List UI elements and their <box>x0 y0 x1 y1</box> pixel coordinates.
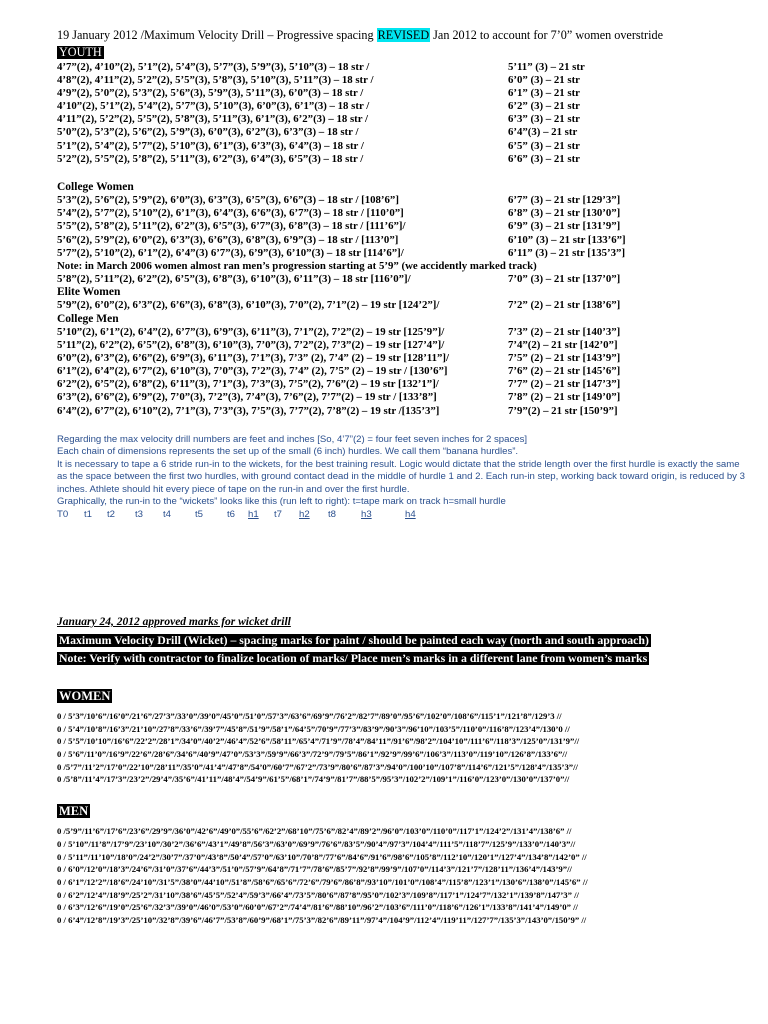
revised-highlight: REVISED <box>377 28 430 42</box>
row-left: 4’7”(2), 4’10”(2), 5’1”(2), 5’4”(3), 5’7”(3), 5’9”(3), 5’10”(3) – 18 str / <box>57 61 370 73</box>
table-row <box>57 207 747 220</box>
title-text-end: Jan 2012 to account for 7’0” women overstride <box>430 28 663 42</box>
college-women-table <box>57 194 747 259</box>
timeline-mark: h4 <box>405 508 416 520</box>
timeline-mark: T0 <box>57 508 69 520</box>
table-row <box>57 326 747 339</box>
timeline-mark: t2 <box>107 508 116 520</box>
approved-marks-section <box>57 615 757 927</box>
row-left: 4’11”(2), 5’2”(2), 5’5”(2), 5’8”(3), 5’11”(3), 6’1”(3), 6’2”(3) – 18 str / <box>57 113 369 126</box>
row-right: 6’11” (3) – 21 str [135’3”] <box>508 246 626 259</box>
row-right: 6’5” (3) – 21 str <box>508 139 580 152</box>
row-left: 5’8”(2), 5’11”(2), 6’2”(2), 6’5”(3), 6’8”(3), 6’10”(3), 6’11”(3) – 18 str [116’0”]/ <box>57 272 411 285</box>
timeline-mark: h3 <box>361 508 372 520</box>
timeline-mark: t1 <box>84 508 93 520</box>
table-row <box>57 87 747 100</box>
marks-row: 0 / 5’5”/10’10”/16’6”/22’2”/28’1”/34’0”/40’2”/46’4”/52’6”/58’11”/65’4”/71’9”/78’4”/84’11”/91’6”/98’2”/104’10”/111’6”/118’3”/125’0”/131’9”// <box>57 736 580 747</box>
row-right: 7’3” (2) – 21 str [140’3”] <box>508 326 621 338</box>
table-row <box>57 234 747 247</box>
table-row <box>57 339 747 352</box>
college-men-heading: College Men <box>57 312 119 325</box>
row-left: 6’0”(2), 6’3”(2), 6’6”(2), 6’9”(3), 6’11”(3), 7’1”(3), 7’3” (2), 7’4” (2) – 19 str [128’11”]/ <box>57 352 449 365</box>
marks-row: 0 / 6’4”/12’8”/19’3”/25’10”/32’8”/39’6”/46’7”/53’8”/60’9”/68’1”/75’3”/82’6”/89’11”/97’4”/104’9”/112’4”/119’11”/127’7”/135’3”/143’0”/150’9” // <box>57 914 587 925</box>
row-right: 6’0” (3) – 21 str <box>508 74 580 87</box>
approved-date: January 24, 2012 approved marks for wicket drill <box>57 616 291 628</box>
marks-row: 0 / 6’3”/12’6”/19’0”/25’6”/32’3”/39’0”/46’0”/53’0”/60’0”/67’2”/74’4”/81’6”/88’10”/96’2”/103’6”/111’0”/118’6”/126’1”/133’8”/141’4”/149’0” // <box>57 902 578 913</box>
marks-row: 0 /5’8”/11’4”/17’3”/23’2”/29’4”/35’6”/41’11”/48’4”/54’9”/61’5”/68’1”/74’9”/81’7”/88’5”/95’3”/102’2”/109’1”/116’0”/123’0”/130’0”/137’0”// <box>57 774 570 785</box>
row-left: 5’6”(2), 5’9”(2), 6’0”(2), 6’3”(3), 6’6”(3), 6’8”(3), 6’9”(3) – 18 str / [113’0”] <box>57 233 399 246</box>
timeline-mark: t3 <box>135 508 144 520</box>
youth-table <box>57 61 747 166</box>
row-left: 6’3”(2), 6’6”(2), 6’9”(2), 7’0”(3), 7’2”(3), 7’4”(3), 7’6”(2), 7’7”(2) – 19 str / [133’8”] <box>57 391 437 404</box>
spacing-document <box>57 28 747 522</box>
row-left: 5’10”(2), 6’1”(2), 6’4”(2), 6’7”(3), 6’9”(3), 6’11”(3), 7’1”(2), 7’2”(2) – 19 str [125’9”]/ <box>57 326 445 338</box>
elite-women-table <box>57 299 747 312</box>
row-left: 5’1”(2), 5’4”(2), 5’7”(2), 5’10”(3), 6’1”(3), 6’3”(3), 6’4”(3) – 18 str / <box>57 139 364 152</box>
row-right: 6’9” (3) – 21 str [131’9”] <box>508 220 621 233</box>
timeline-mark: t5 <box>195 508 204 520</box>
marks-row: 0 / 5’11”/11’10”/18’0”/24’2”/30’7”/37’0”/43’8”/50’4”/57’0”/63’10”/70’8”/77’6”/84’6”/91’6”/98’6”/105’8”/112’10”/120’1”/127’4”/134’8”/142’0” // <box>57 851 587 862</box>
timeline-mark: t8 <box>328 508 337 520</box>
marks-row: 0 / 5’10”/11’8”/17’9”/23’10”/30’2”/36’6”/43’1”/49’8”/56’3”/63’0”/69’9”/76’6”/83’5”/90’4”/97’3”/104’4”/111’5”/118’7”/125’9”/133’0”/140’3”// <box>57 838 576 849</box>
marks-row: 0 / 5’6”/11’0”/16’9”/22’6”/28’6”/34’6”/40’9”/47’0”/53’3”/59’9”/66’3”/72’9”/79’5”/86’1”/92’9”/99’6”/106’3”/113’0”/119’10”/126’8”/133’6”// <box>57 749 568 760</box>
row-right: 7’8” (2) – 21 str [149’0”] <box>508 391 621 404</box>
explanation-text <box>57 434 747 522</box>
row-right: 6’6” (3) – 21 str <box>508 152 580 165</box>
table-row <box>57 61 747 74</box>
table-row <box>57 391 747 404</box>
row-right: 6’1” (3) – 21 str <box>508 87 580 100</box>
timeline-mark: h1 <box>248 508 259 520</box>
table-row <box>57 153 747 166</box>
table-row <box>57 352 747 365</box>
marks-row: 0 / 5’3”/10’6”/16’0”/21’6”/27’3”/33’0”/39’0”/45’0”/51’0”/57’3”/63’6”/69’9”/76’2”/82’7”/89’0”/95’6”/102’0”/108’6”/115’1”/121’8”/129’3 // <box>57 711 562 721</box>
table-row <box>57 299 747 312</box>
row-right: 7’6” (2) – 21 str [145’6”] <box>508 365 621 378</box>
row-left: 5’5”(2), 5’8”(2), 5’11”(2), 6’2”(3), 6’5”(3), 6’7”(3), 6’8”(3) – 18 str / [111’6”]/ <box>57 220 406 233</box>
marks-row: 0 /5’7”/11’2”/17’0”/22’10”/28’11”/35’0”/41’4”/47’8”/54’0”/60’7”/67’2”/73’9”/80’6”/87’3”/94’0”/100’10”/107’8”/114’6”/121’5”/128’4”/135’3”// <box>57 761 578 772</box>
row-right: 7’9”(2) – 21 str [150’9”] <box>508 404 618 417</box>
row-left: 4’8”(2), 4’11”(2), 5’2”(2), 5’5”(3), 5’8”(3), 5’10”(3), 5’11”(3) – 18 str / <box>57 74 374 87</box>
marks-row: 0 / 6’0”/12’0”/18’3”/24’6”/31’0”/37’6”/44’3”/51’0”/57’9”/64’8”/71’7”/78’6”/85’7”/92’8”/99’9”/107’0”/114’3”/121’7”/128’11”/136’4”/143’9”// <box>57 864 572 875</box>
row-right: 6’7” (3) – 21 str [129’3”] <box>508 194 621 207</box>
row-right: 7’2” (2) – 21 str [138’6”] <box>508 299 621 312</box>
document-title <box>57 28 747 43</box>
timeline-mark: t6 <box>227 508 236 520</box>
row-left: 5’11”(2), 6’2”(2), 6’5”(2), 6’8”(3), 6’10”(3), 7’0”(3), 7’2”(2), 7’3”(2) – 19 str [127’4”]/ <box>57 339 445 352</box>
row-left: 5’9”(2), 6’0”(2), 6’3”(2), 6’6”(3), 6’8”(3), 6’10”(3), 7’0”(2), 7’1”(2) – 19 str [124’2”]/ <box>57 299 440 312</box>
run-in-timeline <box>57 509 747 522</box>
row-left: 5’4”(2), 5’7”(2), 5’10”(2), 6’1”(3), 6’4”(3), 6’6”(3), 6’7”(3) – 18 str / [110’0”] <box>57 207 404 220</box>
table-row <box>57 140 747 153</box>
paragraph: Regarding the max velocity drill numbers are feet and inches [So, 4’7”(2) = four feet seven inches for 2 spaces] <box>57 433 528 445</box>
row-left: 4’9”(2), 5’0”(2), 5’3”(2), 5’6”(3), 5’9”(3), 5’11”(3), 6’0”(3) – 18 str / <box>57 87 364 100</box>
table-row <box>57 378 747 391</box>
table-row <box>57 220 747 233</box>
row-right: 6’2” (3) – 21 str <box>508 100 580 113</box>
row-right: 6’8” (3) – 21 str [130’0”] <box>508 207 621 220</box>
paragraph: It is necessary to tape a 6 stride run-in to the wickets, for the best training result. Logic would dictate that the stride length over the first hurdle is exactly the same as the space between the first two hurdles, with ground contact dead in the middle of hurdle 1 and 2. Each run-in step, working back toward origin, is reduced by 3 inches. Athlete should hit every piece of tape on the run-in and over the first hurdle. <box>57 458 745 495</box>
table-row <box>57 194 747 207</box>
timeline-mark: t4 <box>163 508 172 520</box>
table-row <box>57 113 747 126</box>
youth-label: YOUTH <box>59 45 102 59</box>
row-left: 5’2”(2), 5’5”(2), 5’8”(2), 5’11”(3), 6’2”(3), 6’4”(3), 6’5”(3) – 18 str / <box>57 152 364 165</box>
men-marks <box>57 825 757 927</box>
paragraph: Each chain of dimensions represents the set up of the small (6 inch) hurdles. We call them “banana hurdles”. <box>57 446 519 458</box>
men-label: MEN <box>59 804 89 819</box>
college-women-heading: College Women <box>57 180 134 193</box>
row-right: 7’4”(2) – 21 str [142’0”] <box>508 339 618 352</box>
marks-row: 0 /5’9”/11’6”/17’6”/23’6”/29’9”/36’0”/42’6”/49’0”/55’6”/62’2”/68’10”/75’6”/82’4”/89’2”/96’0”/103’0”/110’0”/117’1”/124’2”/131’4”/138’6” // <box>57 826 572 837</box>
verify-note-bar: Note: Verify with contractor to finalize location of marks/ Place men’s marks in a different lane from women’s marks <box>59 651 648 665</box>
paragraph: Graphically, the run-in to the “wickets” looks like this (run left to right): t=tape mark on track h=small hurdle <box>57 496 506 508</box>
title-text: 19 January 2012 /Maximum Velocity Drill – Progressive spacing <box>57 28 377 42</box>
table-row <box>57 74 747 87</box>
women-label: WOMEN <box>59 689 111 703</box>
row-left: 4’10”(2), 5’1”(2), 5’4”(2), 5’7”(3), 5’10”(3), 6’0”(3), 6’1”(3) – 18 str / <box>57 100 370 113</box>
row-left: 6’2”(2), 6’5”(2), 6’8”(2), 6’11”(3), 7’1”(3), 7’3”(3), 7’5”(2), 7’6”(2) – 19 str [132’1”]/ <box>57 378 439 391</box>
elite-women-heading: Elite Women <box>57 285 121 298</box>
row-right: 6’10” (3) – 21 str [133’6”] <box>508 233 626 246</box>
row-right: 6’3” (3) – 21 str <box>508 113 580 126</box>
row-left: 5’7”(2), 5’10”(2), 6’1”(2), 6’4”(3) 6’7”(3), 6’9”(3), 6’10”(3) – 18 str [114’6”]/ <box>57 246 404 259</box>
table-row <box>57 247 747 260</box>
timeline-mark: t7 <box>274 508 283 520</box>
march-2006-note: Note: in March 2006 women almost ran men’s progression starting at 5’9” (we accidently marked track) <box>57 259 537 272</box>
row-right: 6’4”(3) – 21 str <box>508 126 578 139</box>
row-left: 5’0”(2), 5’3”(2), 5’6”(2), 5’9”(3), 6’0”(3), 6’2”(3), 6’3”(3) – 18 str / <box>57 126 359 139</box>
timeline-mark: h2 <box>299 508 310 520</box>
table-row <box>57 273 747 286</box>
table-row <box>57 405 747 418</box>
table-row <box>57 100 747 113</box>
college-women-extra <box>57 273 747 286</box>
row-left: 5’3”(2), 5’6”(2), 5’9”(2), 6’0”(3), 6’3”(3), 6’5”(3), 6’6”(3) – 18 str / [108’6”] <box>57 194 399 207</box>
marks-row: 0 / 6’1”/12’2”/18’6”/24’10”/31’5”/38’0”/44’10”/51’8”/58’6”/65’6”/72’6”/79’6”/86’8”/93’10”/101’0”/108’4”/115’8”/123’1”/130’6”/138’0”/145’6” // <box>57 876 588 887</box>
marks-row: 0 / 5’4”/10’8”/16’3”/21’10”/27’8”/33’6”/39’7”/45’8”/51’9”/58’1”/64’5”/70’9”/77’3”/83’9”/90’3”/96’10”/103’5”/110’0”/116’8”/123’4”/130’0 // <box>57 723 570 734</box>
marks-row: 0 / 6’2”/12’4”/18’9”/25’2”/31’10”/38’6”/45’5”/52’4”/59’3”/66’4”/73’5”/80’6”/87’8”/95’0”/102’3”/109’8”/117’1”/124’7”/132’1”/139’8”/147’3” // <box>57 889 579 900</box>
women-marks <box>57 710 757 786</box>
row-right: 7’5” (2) – 21 str [143’9”] <box>508 352 621 365</box>
table-row <box>57 126 747 139</box>
row-right: 5’11” (3) – 21 str <box>508 61 585 73</box>
row-left: 6’1”(2), 6’4”(2), 6’7”(2), 6’10”(3), 7’0”(3), 7’2”(3), 7’4” (2), 7’5” (2) – 19 str / [130’6”] <box>57 365 448 378</box>
row-right: 7’0” (3) – 21 str [137’0”] <box>508 272 621 285</box>
row-right: 7’7” (2) – 21 str [147’3”] <box>508 378 621 391</box>
max-velocity-bar: Maximum Velocity Drill (Wicket) – spacing marks for paint / should be painted each way (north and south approach) <box>59 633 649 647</box>
college-men-table <box>57 326 747 418</box>
table-row <box>57 365 747 378</box>
row-left: 6’4”(2), 6’7”(2), 6’10”(2), 7’1”(3), 7’3”(3), 7’5”(3), 7’7”(2), 7’8”(2) – 19 str /[135’3”] <box>57 404 440 417</box>
